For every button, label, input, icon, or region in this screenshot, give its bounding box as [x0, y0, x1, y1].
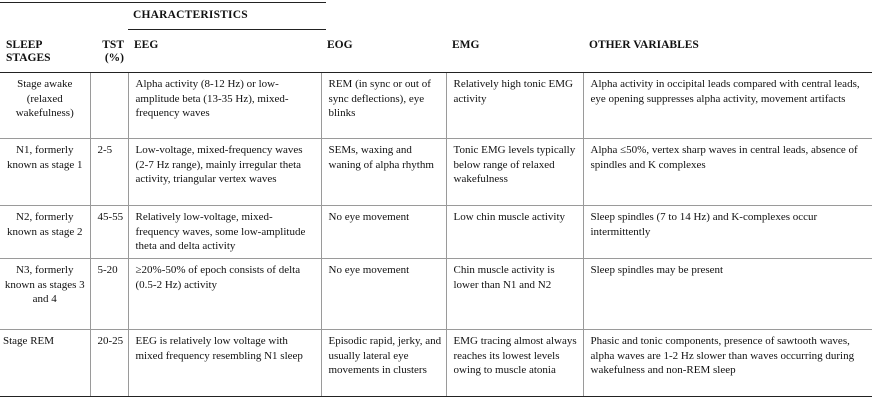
- col-header-eog: EOG: [321, 35, 446, 73]
- tst-cell: 2-5: [90, 139, 128, 206]
- emg-cell: Low chin muscle activity: [446, 206, 583, 259]
- tst-cell: 20-25: [90, 330, 128, 397]
- table-row: [0, 259, 872, 330]
- top-rule: [0, 2, 326, 3]
- eog-cell: REM (in sync or out of sync deflections), eye blinks: [321, 73, 446, 139]
- stage-cell: N1, formerly known as stage 1: [0, 139, 90, 206]
- col-header-sleep-stages: SLEEP STAGES: [0, 35, 90, 73]
- header-row: [0, 35, 872, 73]
- tst-cell: [90, 73, 128, 139]
- other-cell: Sleep spindles (7 to 14 Hz) and K-complexes occur intermittently: [583, 206, 872, 259]
- eeg-cell: Alpha activity (8-12 Hz) or low-amplitude beta (13-35 Hz), mixed-frequency waves: [128, 73, 321, 139]
- emg-cell: EMG tracing almost always reaches its lowest levels owing to muscle atonia: [446, 330, 583, 397]
- eog-cell: No eye movement: [321, 206, 446, 259]
- eeg-cell: Low-voltage, mixed-frequency waves (2-7 Hz range), mainly irregular theta activity, triangular vertex waves: [128, 139, 321, 206]
- characteristics-heading: CHARACTERISTICS: [133, 9, 248, 21]
- sleep-stages-table: [0, 35, 872, 397]
- tst-cell: 45-55: [90, 206, 128, 259]
- table-row: [0, 139, 872, 206]
- tst-cell: 5-20: [90, 259, 128, 330]
- eog-cell: No eye movement: [321, 259, 446, 330]
- other-cell: Phasic and tonic components, presence of sawtooth waves, alpha waves are 1-2 Hz slower than waves occurring during wakefulness and non-REM sleep: [583, 330, 872, 397]
- eog-cell: SEMs, waxing and waning of alpha rhythm: [321, 139, 446, 206]
- col-header-other-variables: OTHER VARIABLES: [583, 35, 872, 73]
- eeg-cell: ≥20%-50% of epoch consists of delta (0.5-2 Hz) activity: [128, 259, 321, 330]
- eeg-cell: EEG is relatively low voltage with mixed frequency resembling N1 sleep: [128, 330, 321, 397]
- other-cell: Alpha ≤50%, vertex sharp waves in central leads, absence of spindles and K complexes: [583, 139, 872, 206]
- emg-cell: Chin muscle activity is lower than N1 and N2: [446, 259, 583, 330]
- stage-cell: Stage REM: [0, 330, 90, 397]
- table-row: [0, 206, 872, 259]
- col-header-emg: EMG: [446, 35, 583, 73]
- emg-cell: Tonic EMG levels typically below range of relaxed wakefulness: [446, 139, 583, 206]
- table-row: [0, 330, 872, 397]
- stage-cell: N2, formerly known as stage 2: [0, 206, 90, 259]
- col-header-eeg: EEG: [128, 35, 321, 73]
- stage-cell: N3, formerly known as stages 3 and 4: [0, 259, 90, 330]
- other-cell: Alpha activity in occipital leads compared with central leads, eye opening suppresses alpha activity, movement artifacts: [583, 73, 872, 139]
- emg-cell: Relatively high tonic EMG activity: [446, 73, 583, 139]
- characteristics-rule: [128, 29, 326, 30]
- col-header-tst: TST (%): [90, 35, 128, 73]
- eog-cell: Episodic rapid, jerky, and usually lateral eye movements in clusters: [321, 330, 446, 397]
- eeg-cell: Relatively low-voltage, mixed-frequency waves, some low-amplitude theta and delta activity: [128, 206, 321, 259]
- stage-cell: Stage awake (relaxed wakefulness): [0, 73, 90, 139]
- other-cell: Sleep spindles may be present: [583, 259, 872, 330]
- table-row: [0, 73, 872, 139]
